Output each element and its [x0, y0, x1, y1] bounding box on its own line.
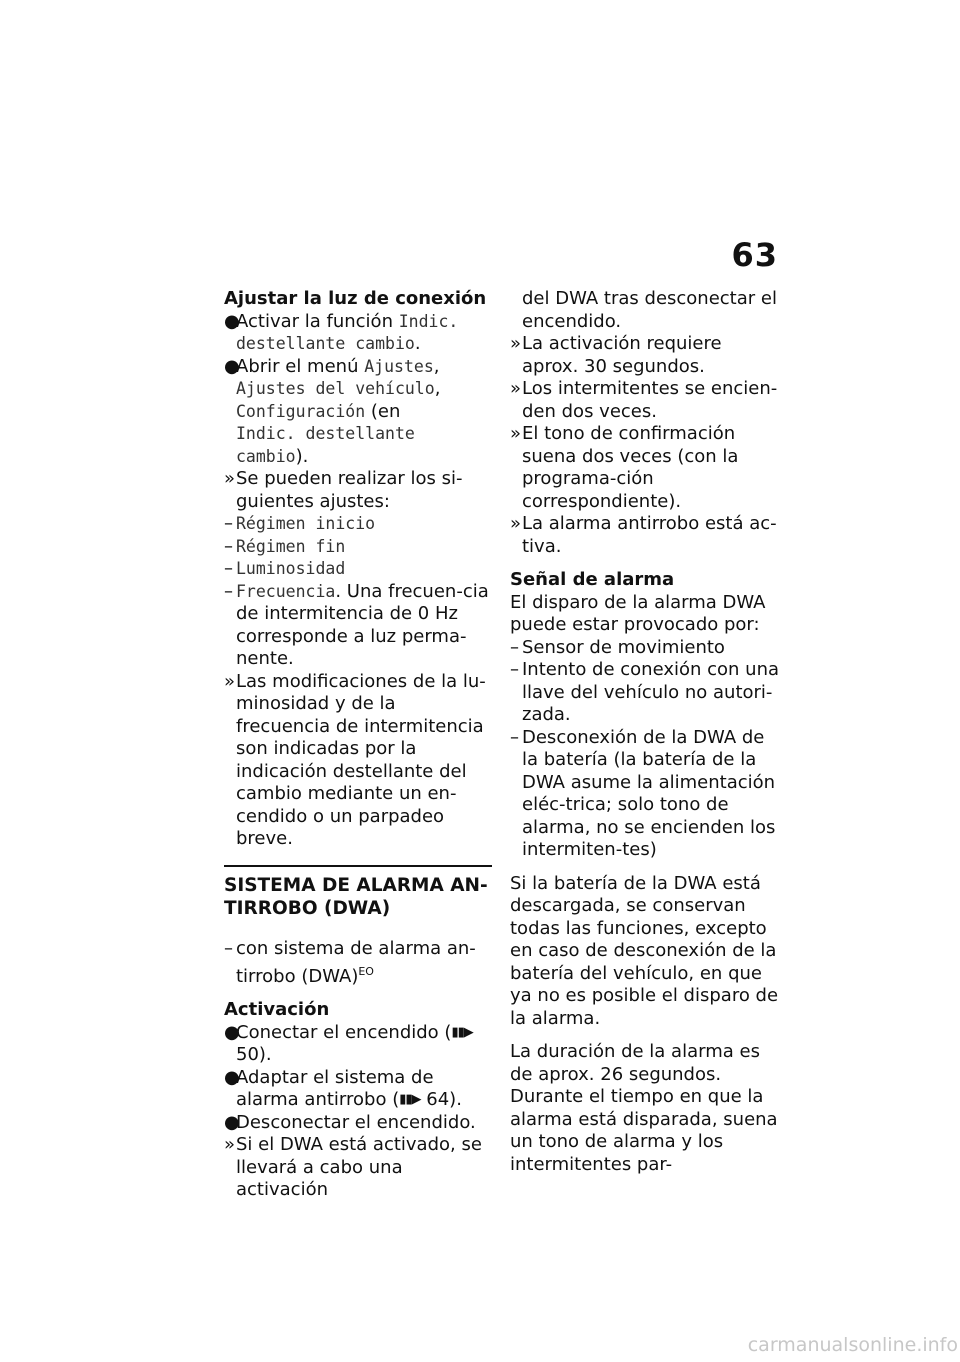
dash-luminosidad: – Luminosidad [224, 558, 346, 579]
page-reference-link[interactable]: 50 [236, 1044, 259, 1065]
page-number: 63 [731, 236, 778, 274]
dash-icon: – [510, 726, 519, 748]
bullet-conectar-encendido: ● Conectar el encendido (▮▮▶ 50). [224, 1021, 473, 1065]
dash-intento-conexion: – Intento de conexión con una llave del vehículo no autori-zada. [510, 659, 780, 725]
heading-activacion: Activación [224, 999, 330, 1020]
bullet-activar-funcion: ● Activar la función Indic. destellante cambio. [224, 310, 459, 354]
result-icon: » [510, 423, 522, 444]
dash-desconexion-bateria: – Desconexión de la DWA de la batería (la batería de la DWA asume la alimentación eléc-trica; solo tono de alarma, no se encienden los intermiten-tes) [510, 726, 776, 860]
result-intermitentes: » Los intermitentes se encien-den dos veces. [510, 378, 778, 422]
left-column [224, 288, 492, 1202]
dash-frecuencia: – Frecuencia. Una frecuen-cia de intermitencia de 0 Hz corresponde a luz perma-nente. [224, 580, 489, 669]
bullet-icon: ● [224, 1021, 240, 1043]
dash-icon: – [224, 535, 233, 557]
result-modificaciones: » Las modificaciones de la lu-minosidad y de la frecuencia de intermitencia son indicadas por la indicación destellante del cambio mediante un en-cendido o un parpadeo breve. [224, 670, 486, 849]
page-reference-arrow-icon: ▮▮▶ [399, 1092, 421, 1107]
bullet-desconectar: ● Desconectar el encendido. [224, 1111, 476, 1133]
footer-watermark: carmanualsonline.info [747, 1334, 958, 1356]
dash-icon: – [510, 636, 519, 658]
section-heading-dwa: SISTEMA DE ALARMA AN-TIRROBO (DWA) [224, 865, 492, 920]
dash-icon: – [224, 558, 233, 579]
result-icon: » [224, 670, 236, 692]
page-reference-link[interactable]: 64 [426, 1089, 450, 1110]
result-icon: » [510, 513, 522, 534]
result-30-segundos: » La activación requiere aprox. 30 segundos. [510, 333, 722, 377]
dash-con-sistema: – con sistema de alarma an-tirrobo (DWA)$^{EO}$ [224, 938, 476, 987]
heading-ajustar-luz: Ajustar la luz de conexión [224, 288, 487, 309]
result-icon: » [510, 378, 522, 399]
result-ajustes: » Se pueden realizar los si-guientes ajustes: [224, 468, 463, 512]
result-tono-confirmacion: » El tono de confirmación suena dos veces (con la programa-ción correspondiente). [510, 423, 739, 512]
dash-icon: – [224, 513, 233, 534]
result-alarma-activa: » La alarma antirrobo está ac-tiva. [510, 513, 777, 557]
result-icon: » [224, 468, 236, 489]
result-icon: » [510, 333, 522, 354]
bullet-icon: ● [224, 355, 240, 377]
bullet-icon: ● [224, 1066, 240, 1088]
dash-sensor-movimiento: – Sensor de movimiento [510, 636, 725, 658]
bullet-icon: ● [224, 1111, 240, 1133]
heading-senal-alarma: Señal de alarma [510, 569, 675, 590]
dash-icon: – [224, 938, 233, 959]
bullet-adaptar-sistema: ● Adaptar el sistema de alarma antirrobo (▮▮▶ 64). [224, 1066, 462, 1110]
dash-icon: – [224, 580, 233, 602]
continuation-text: del DWA tras desconectar el encendido. [522, 288, 777, 332]
right-column [510, 288, 780, 1176]
paragraph-bateria-descargada: Si la batería de la DWA está descargada, se conservan todas las funciones, excepto en caso de desconexión de la batería del vehículo, en que ya no es posible el disparo de la alarma. [510, 872, 779, 1029]
page-reference-arrow-icon: ▮▮▶ [451, 1024, 473, 1040]
result-dwa-activado: » Si el DWA está activado, se llevará a cabo una activación [224, 1134, 482, 1200]
bullet-abrir-menu: ● Abrir el menú Ajustes, Ajustes del vehículo, Configuración (en Indic. destellante cambio). [224, 355, 441, 467]
dash-regimen-fin: – Régimen fin [224, 535, 346, 557]
dash-icon: – [510, 659, 519, 680]
paragraph-duracion-alarma: La duración de la alarma es de aprox. 26 segundos. Durante el tiempo en que la alarma está disparada, suena un tono de alarma y los intermitentes par- [510, 1041, 778, 1175]
dash-regimen-inicio: – Régimen inicio [224, 513, 376, 534]
result-icon: » [224, 1134, 236, 1155]
option-code: EO [358, 964, 374, 978]
bullet-icon: ● [224, 310, 240, 332]
paragraph-disparo: El disparo de la alarma DWA puede estar provocado por: [510, 591, 766, 635]
